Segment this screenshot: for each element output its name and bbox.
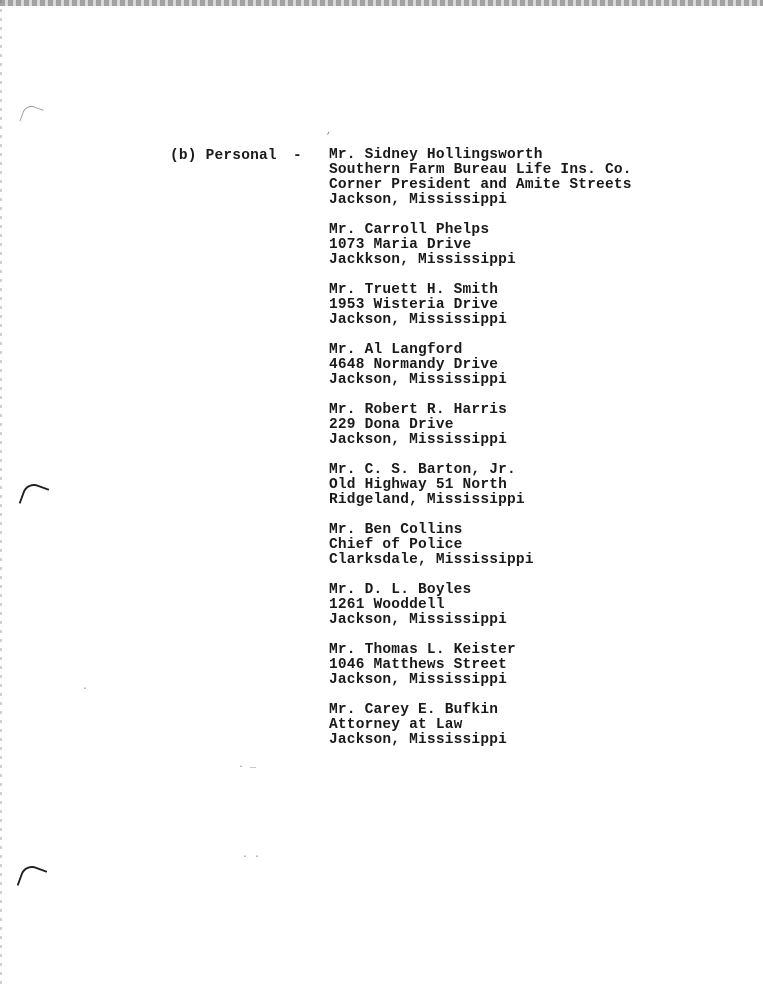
section-label: (b) Personal [170, 148, 277, 164]
contact-address-line: Jackson, Mississippi [329, 732, 508, 748]
scan-speck: . _ [238, 760, 257, 771]
contact-address-line: Jackson, Mississippi [329, 372, 508, 388]
contact-entry [329, 343, 749, 388]
contact-address-line: Attorney at Law [329, 717, 463, 733]
contact-name: Mr. C. S. Barton, Jr. [329, 462, 516, 478]
contact-entry [329, 283, 749, 328]
contact-address-line: Jackson, Mississippi [329, 312, 508, 328]
contact-entry [329, 148, 749, 208]
section-separator: - [293, 148, 302, 164]
contact-address-line: 1046 Matthews Street [329, 657, 508, 673]
contact-address-line: Jackson, Mississippi [329, 612, 508, 628]
scan-top-edge [0, 0, 763, 6]
contact-address-line: 1953 Wisteria Drive [329, 297, 499, 313]
contact-address-line: Corner President and Amite Streets [329, 177, 632, 193]
contact-entry [329, 463, 749, 508]
contact-address-line: 4648 Normandy Drive [329, 357, 499, 373]
contact-name: Mr. Sidney Hollingsworth [329, 147, 543, 163]
punch-hole-mark [19, 481, 50, 512]
contact-name: Mr. Truett H. Smith [329, 282, 499, 298]
contact-entry [329, 583, 749, 628]
contact-name: Mr. Robert R. Harris [329, 402, 508, 418]
contact-entry [329, 223, 749, 268]
contact-address-line: Southern Farm Bureau Life Ins. Co. [329, 162, 632, 178]
contact-address-line: Jackson, Mississippi [329, 672, 508, 688]
contact-address-line: Chief of Police [329, 537, 463, 553]
contact-address-line: Jackkson, Mississippi [329, 252, 516, 268]
contact-address-line: Jackson, Mississippi [329, 192, 508, 208]
contact-address-line: 1261 Wooddell [329, 597, 445, 613]
contact-entry [329, 403, 749, 448]
contact-name: Mr. Ben Collins [329, 522, 463, 538]
punch-hole-mark [19, 103, 43, 127]
contact-name: Mr. D. L. Boyles [329, 582, 472, 598]
contact-entry [329, 523, 749, 568]
contact-name: Mr. Al Langford [329, 342, 463, 358]
contact-entry [329, 703, 749, 748]
contact-list [329, 148, 749, 763]
contact-address-line: Ridgeland, Mississippi [329, 492, 525, 508]
contact-name: Mr. Thomas L. Keister [329, 642, 516, 658]
contact-address-line: 229 Dona Drive [329, 417, 454, 433]
scan-speck: . [82, 682, 89, 693]
contact-entry [329, 643, 749, 688]
contact-address-line: Jackson, Mississippi [329, 432, 508, 448]
contact-name: Mr. Carroll Phelps [329, 222, 490, 238]
contact-address-line: Old Highway 51 North [329, 477, 508, 493]
contact-address-line: Clarksdale, Mississippi [329, 552, 534, 568]
scan-speck: , [326, 126, 333, 137]
contact-name: Mr. Carey E. Bufkin [329, 702, 499, 718]
scan-speck: . . [242, 850, 261, 861]
contact-address-line: 1073 Maria Drive [329, 237, 472, 253]
punch-hole-mark [17, 863, 48, 894]
scan-left-edge [0, 0, 2, 990]
